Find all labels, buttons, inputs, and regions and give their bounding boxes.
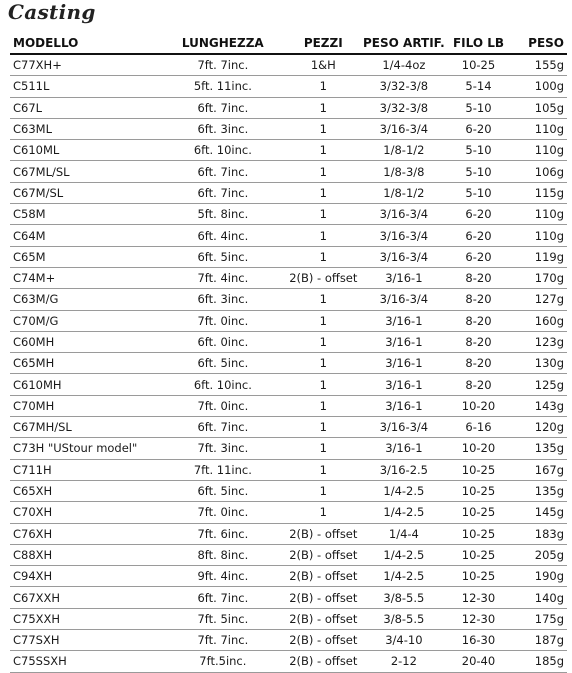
cell-modello: C70XH xyxy=(13,505,53,520)
cell-filo-lb: 8-20 xyxy=(465,335,492,349)
cell-pezzi: 1 xyxy=(319,377,327,392)
cell-modello: C67MH/SL xyxy=(13,420,72,435)
cell-pezzi: 1 xyxy=(319,249,327,264)
cell-filo-lb: 10-25 xyxy=(461,526,496,541)
cell-modello: C610ML xyxy=(13,143,60,158)
cell-peso-artif: 2-12 xyxy=(390,654,417,669)
cell-modello: C77SXH xyxy=(13,633,60,648)
table-row xyxy=(10,289,567,310)
cell-lunghezza: 9ft. 4inc. xyxy=(197,569,249,584)
cell-pezzi: 2(B) - offset xyxy=(289,611,358,626)
cell-modello: C65XH xyxy=(13,484,53,499)
table-row xyxy=(10,247,567,268)
header-modello: MODELLO xyxy=(13,36,79,50)
header-peso-artif: PESO ARTIF. xyxy=(363,36,445,50)
cell-modello: C610MH xyxy=(13,377,62,392)
cell-lunghezza: 7ft. 0inc. xyxy=(197,313,249,328)
cell-filo-lb: 5-10 xyxy=(465,164,492,179)
cell-modello: C73H "UStour model" xyxy=(13,441,138,456)
cell-peso: 110g xyxy=(534,207,564,222)
cell-lunghezza: 7ft. 5inc. xyxy=(197,611,249,626)
cell-lunghezza: 6ft. 5inc. xyxy=(197,356,249,371)
cell-pezzi: 1 xyxy=(319,100,327,115)
table-body xyxy=(10,55,567,673)
cell-lunghezza: 7ft. 0inc. xyxy=(197,398,249,413)
cell-pezzi: 1 xyxy=(319,122,327,137)
cell-lunghezza: 7ft. 3inc. xyxy=(197,441,249,456)
cell-pezzi: 2(B) - offset xyxy=(289,569,358,584)
cell-filo-lb: 6-20 xyxy=(465,228,492,243)
cell-peso: 110g xyxy=(534,122,564,137)
cell-filo-lb: 8-20 xyxy=(465,292,492,307)
cell-modello: C67L xyxy=(13,100,43,115)
cell-filo-lb: 5-10 xyxy=(465,143,492,158)
cell-filo-lb: 10-20 xyxy=(461,398,496,413)
cell-peso: 167g xyxy=(534,462,564,477)
cell-filo-lb: 5-10 xyxy=(465,100,492,115)
table-row xyxy=(10,566,567,587)
table-row xyxy=(10,119,567,140)
cell-modello: C76XH xyxy=(13,526,53,541)
cell-lunghezza: 6ft. 7inc. xyxy=(197,164,249,179)
cell-filo-lb: 8-20 xyxy=(465,271,492,286)
table-row xyxy=(10,161,567,182)
cell-peso-artif: 1/4-4oz xyxy=(382,58,426,73)
table-row xyxy=(10,502,567,523)
cell-pezzi: 1 xyxy=(319,185,327,200)
cell-modello: C74M+ xyxy=(13,271,56,286)
cell-filo-lb: 8-20 xyxy=(465,313,492,328)
page-title: Casting xyxy=(8,0,96,24)
table-row xyxy=(10,630,567,651)
specs-table xyxy=(10,33,567,673)
cell-modello: C58M xyxy=(13,207,46,222)
cell-lunghezza: 6ft. 10inc. xyxy=(193,143,252,158)
cell-peso-artif: 1/8-1/2 xyxy=(383,143,425,158)
cell-filo-lb: 5-14 xyxy=(465,79,492,94)
cell-pezzi: 1 xyxy=(319,164,327,179)
cell-modello: C88XH xyxy=(13,547,53,562)
cell-lunghezza: 6ft. 5inc. xyxy=(197,484,249,499)
cell-peso: 135g xyxy=(534,484,564,499)
cell-peso: 127g xyxy=(534,292,564,307)
cell-lunghezza: 7ft. 11inc. xyxy=(193,462,252,477)
cell-peso-artif: 1/4-2.5 xyxy=(383,569,425,584)
cell-peso: 110g xyxy=(534,143,564,158)
cell-pezzi: 1 xyxy=(319,505,327,520)
header-peso: PESO xyxy=(528,36,564,50)
cell-pezzi: 2(B) - offset xyxy=(289,271,358,286)
table-row xyxy=(10,396,567,417)
cell-filo-lb: 10-25 xyxy=(461,547,496,562)
cell-filo-lb: 10-20 xyxy=(461,441,496,456)
cell-pezzi: 1 xyxy=(319,356,327,371)
cell-filo-lb: 12-30 xyxy=(461,590,496,605)
cell-filo-lb: 10-25 xyxy=(461,505,496,520)
cell-peso: 119g xyxy=(534,249,564,264)
table-row xyxy=(10,353,567,374)
cell-peso-artif: 3/16-1 xyxy=(385,377,423,392)
cell-lunghezza: 7ft. 7inc. xyxy=(197,58,249,73)
cell-pezzi: 2(B) - offset xyxy=(289,526,358,541)
cell-pezzi: 1 xyxy=(319,335,327,349)
table-row xyxy=(10,545,567,566)
cell-lunghezza: 6ft. 5inc. xyxy=(197,249,249,264)
cell-modello: C70MH xyxy=(13,398,55,413)
cell-pezzi: 2(B) - offset xyxy=(289,654,358,669)
cell-filo-lb: 5-10 xyxy=(465,185,492,200)
cell-peso: 187g xyxy=(534,633,564,648)
cell-filo-lb: 6-16 xyxy=(465,420,492,435)
cell-peso-artif: 3/16-1 xyxy=(385,313,423,328)
cell-peso: 110g xyxy=(534,228,564,243)
cell-peso-artif: 3/8-5.5 xyxy=(383,590,425,605)
cell-filo-lb: 8-20 xyxy=(465,356,492,371)
cell-peso: 160g xyxy=(534,313,564,328)
cell-peso: 105g xyxy=(534,100,564,115)
cell-lunghezza: 6ft. 7inc. xyxy=(197,100,249,115)
cell-modello: C60MH xyxy=(13,335,55,349)
cell-pezzi: 1 xyxy=(319,79,327,94)
cell-modello: C94XH xyxy=(13,569,53,584)
cell-pezzi: 1 xyxy=(319,420,327,435)
cell-modello: C64M xyxy=(13,228,46,243)
cell-modello: C67XXH xyxy=(13,590,61,605)
cell-pezzi: 1 xyxy=(319,313,327,328)
cell-peso-artif: 3/16-3/4 xyxy=(379,292,429,307)
cell-pezzi: 1 xyxy=(319,207,327,222)
table-row xyxy=(10,374,567,395)
cell-peso: 140g xyxy=(534,590,564,605)
cell-peso: 100g xyxy=(534,79,564,94)
cell-peso: 123g xyxy=(534,335,564,349)
cell-modello: C67ML/SL xyxy=(13,164,70,179)
cell-peso: 125g xyxy=(534,377,564,392)
cell-peso-artif: 3/16-2.5 xyxy=(379,462,428,477)
table-row xyxy=(10,268,567,289)
cell-peso: 106g xyxy=(534,164,564,179)
cell-peso-artif: 1/4-2.5 xyxy=(383,484,425,499)
cell-lunghezza: 7ft.5inc. xyxy=(199,654,247,669)
cell-pezzi: 1 xyxy=(319,398,327,413)
cell-peso: 185g xyxy=(534,654,564,669)
cell-peso-artif: 3/32-3/8 xyxy=(379,79,429,94)
cell-peso-artif: 3/16-3/4 xyxy=(379,420,429,435)
cell-filo-lb: 10-25 xyxy=(461,462,496,477)
cell-filo-lb: 20-40 xyxy=(461,654,496,669)
cell-pezzi: 1 xyxy=(319,228,327,243)
cell-lunghezza: 7ft. 4inc. xyxy=(197,271,249,286)
cell-pezzi: 1 xyxy=(319,143,327,158)
cell-lunghezza: 6ft. 7inc. xyxy=(197,185,249,200)
cell-lunghezza: 6ft. 3inc. xyxy=(197,292,249,307)
cell-peso-artif: 3/16-1 xyxy=(385,356,423,371)
cell-lunghezza: 7ft. 0inc. xyxy=(197,505,249,520)
cell-peso-artif: 3/16-1 xyxy=(385,271,423,286)
cell-lunghezza: 6ft. 0inc. xyxy=(197,335,249,349)
table-row xyxy=(10,55,567,76)
cell-peso-artif: 3/16-3/4 xyxy=(379,122,429,137)
header-lunghezza: LUNGHEZZA xyxy=(181,36,264,50)
cell-peso: 135g xyxy=(534,441,564,456)
table-row xyxy=(10,481,567,502)
cell-modello: C75SSXH xyxy=(13,654,67,669)
cell-filo-lb: 6-20 xyxy=(465,249,492,264)
cell-filo-lb: 8-20 xyxy=(465,377,492,392)
table-header xyxy=(10,33,567,55)
cell-peso-artif: 3/4-10 xyxy=(385,633,423,648)
table-row xyxy=(10,76,567,97)
header-filo-lb: FILO LB xyxy=(452,36,505,50)
cell-pezzi: 1 xyxy=(319,292,327,307)
cell-peso-artif: 1/8-1/2 xyxy=(383,185,425,200)
cell-modello: C711H xyxy=(13,462,52,477)
cell-lunghezza: 5ft. 8inc. xyxy=(197,207,249,222)
cell-modello: C511L xyxy=(13,79,50,94)
table-row xyxy=(10,417,567,438)
cell-pezzi: 2(B) - offset xyxy=(289,547,358,562)
cell-lunghezza: 6ft. 7inc. xyxy=(197,420,249,435)
cell-lunghezza: 6ft. 10inc. xyxy=(193,377,252,392)
cell-peso: 170g xyxy=(534,271,564,286)
cell-filo-lb: 12-30 xyxy=(461,611,496,626)
cell-filo-lb: 10-25 xyxy=(461,569,496,584)
cell-filo-lb: 6-20 xyxy=(465,122,492,137)
table-row xyxy=(10,140,567,161)
table-row xyxy=(10,460,567,481)
cell-lunghezza: 6ft. 4inc. xyxy=(197,228,249,243)
cell-pezzi: 1 xyxy=(319,441,327,456)
cell-peso: 155g xyxy=(534,58,564,73)
cell-filo-lb: 10-25 xyxy=(461,58,496,73)
cell-peso-artif: 3/16-1 xyxy=(385,335,423,349)
cell-peso: 175g xyxy=(534,611,564,626)
cell-pezzi: 2(B) - offset xyxy=(289,590,358,605)
cell-peso: 190g xyxy=(534,569,564,584)
cell-peso: 143g xyxy=(534,398,564,413)
cell-lunghezza: 8ft. 8inc. xyxy=(197,547,249,562)
cell-filo-lb: 6-20 xyxy=(465,207,492,222)
table-row xyxy=(10,311,567,332)
cell-peso-artif: 1/4-4 xyxy=(388,526,419,541)
table-row xyxy=(10,438,567,459)
cell-peso-artif: 3/32-3/8 xyxy=(379,100,429,115)
table-row xyxy=(10,651,567,672)
table-row xyxy=(10,183,567,204)
cell-modello: C70M/G xyxy=(13,313,59,328)
cell-modello: C63ML xyxy=(13,122,52,137)
cell-peso-artif: 3/16-3/4 xyxy=(379,207,429,222)
cell-peso: 115g xyxy=(534,185,564,200)
cell-modello: C65MH xyxy=(13,356,55,371)
table-row xyxy=(10,332,567,353)
cell-pezzi: 1&H xyxy=(310,58,336,73)
cell-modello: C67M/SL xyxy=(13,185,64,200)
cell-pezzi: 1 xyxy=(319,462,327,477)
cell-filo-lb: 16-30 xyxy=(461,633,496,648)
table-row xyxy=(10,98,567,119)
cell-filo-lb: 10-25 xyxy=(461,484,496,499)
cell-peso: 145g xyxy=(534,505,564,520)
cell-peso: 120g xyxy=(534,420,564,435)
table-row xyxy=(10,609,567,630)
cell-lunghezza: 6ft. 7inc. xyxy=(197,590,249,605)
cell-lunghezza: 6ft. 3inc. xyxy=(197,122,249,137)
cell-modello: C63M/G xyxy=(13,292,59,307)
cell-peso-artif: 3/16-3/4 xyxy=(379,249,429,264)
cell-peso-artif: 1/4-2.5 xyxy=(383,505,425,520)
cell-peso-artif: 1/8-3/8 xyxy=(383,164,425,179)
table-row xyxy=(10,225,567,246)
cell-peso: 130g xyxy=(534,356,564,371)
cell-lunghezza: 5ft. 11inc. xyxy=(193,79,252,94)
cell-peso-artif: 3/16-3/4 xyxy=(379,228,429,243)
table-row xyxy=(10,587,567,608)
cell-modello: C75XXH xyxy=(13,611,61,626)
header-pezzi: PEZZI xyxy=(303,36,343,50)
cell-peso-artif: 3/16-1 xyxy=(385,398,423,413)
cell-peso: 183g xyxy=(534,526,564,541)
cell-lunghezza: 7ft. 7inc. xyxy=(197,633,249,648)
cell-pezzi: 2(B) - offset xyxy=(289,633,358,648)
cell-peso-artif: 3/16-1 xyxy=(385,441,423,456)
cell-modello: C77XH+ xyxy=(13,58,62,73)
cell-peso: 205g xyxy=(534,547,564,562)
table-row xyxy=(10,204,567,225)
table-row xyxy=(10,524,567,545)
cell-modello: C65M xyxy=(13,249,46,264)
cell-peso-artif: 3/8-5.5 xyxy=(383,611,425,626)
cell-peso-artif: 1/4-2.5 xyxy=(383,547,425,562)
cell-pezzi: 1 xyxy=(319,484,327,499)
cell-lunghezza: 7ft. 6inc. xyxy=(197,526,249,541)
